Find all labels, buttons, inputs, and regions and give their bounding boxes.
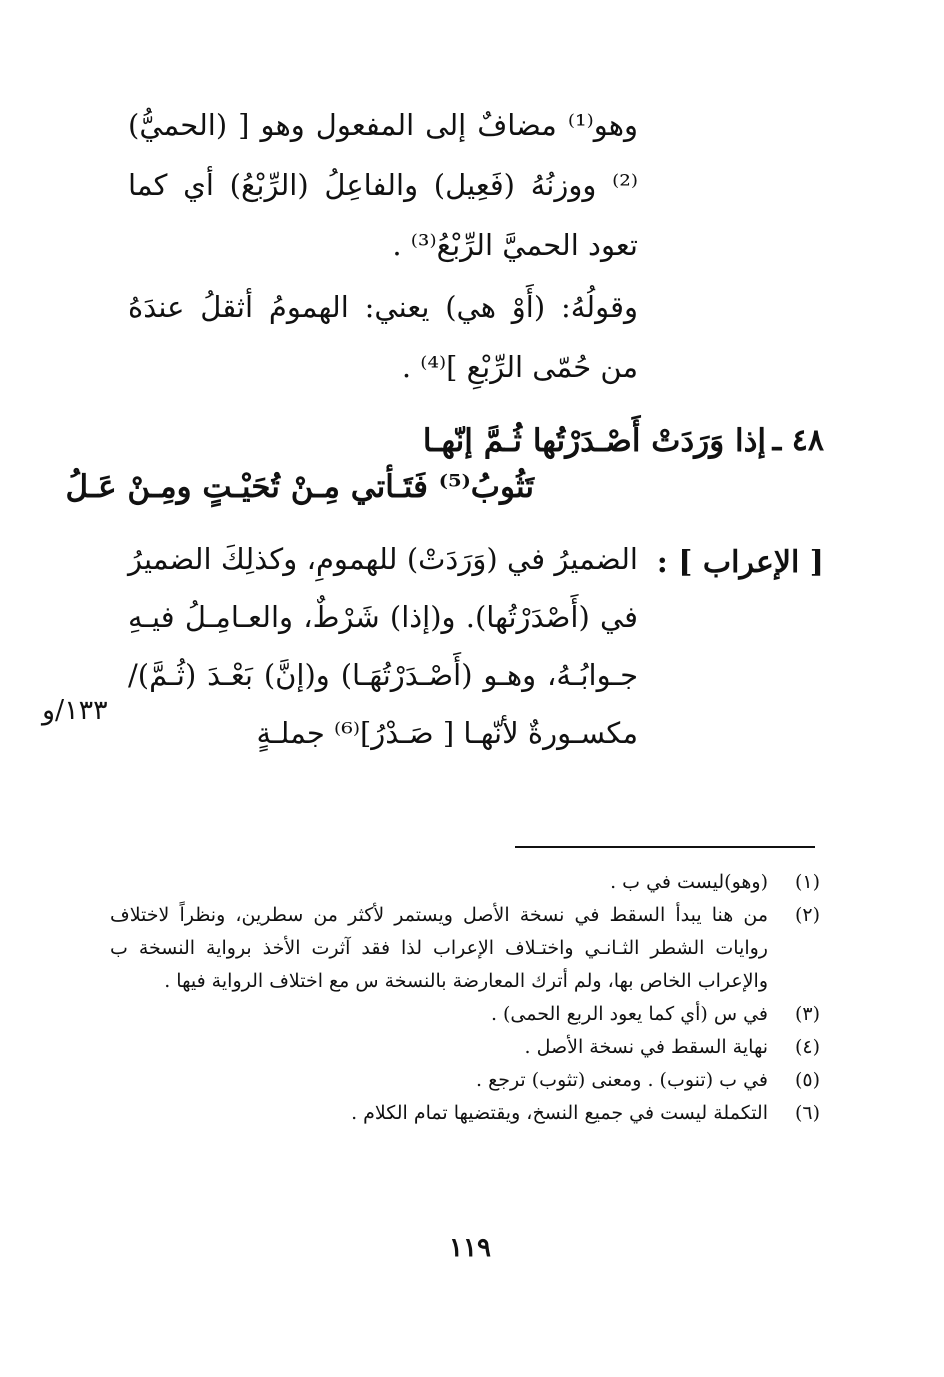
page-number: ١١٩ (449, 1233, 491, 1263)
footnote-separator (515, 846, 815, 848)
irab-heading: [ الإعراب ] : (656, 545, 824, 580)
footnote-5 (110, 1064, 820, 1097)
footnote-text: في س (أي كما يعود الربع الحمى) . (490, 1003, 768, 1025)
footnote-number: (٣) (794, 1003, 820, 1025)
footnote-text: من هنا يبدأ السقط في نسخة الأصل ويستمر لأكثر من سطرين، ونظراً لاختلاف روايات الشطر الثـانـي واختـلاف الإعراب لذا فقد آثرت الأخذ برواية النسخة ب والإعراب الخاص بها، ولم أترك المعارضة بالنسخة س مع اختلاف الرواية فيها . (110, 904, 768, 992)
verse-second-hemistich: تَثُوبُ⁽⁵⁾ فَتَـأتي مِـنْ تُحَيْـتٍ ومِـنْ عَـلُ (65, 469, 534, 505)
footnote-2 (110, 899, 820, 998)
manuscript-folio-marker: ١٣٣/و (42, 695, 108, 726)
footnote-number: (١) (794, 871, 820, 893)
footnote-text: في ب (تنوب) . ومعنى (تثوب) ترجع . (476, 1069, 768, 1091)
footnote-6 (110, 1097, 820, 1130)
footnote-text: (وهو)ليست في ب . (610, 871, 768, 893)
footnote-number: (٢) (794, 904, 820, 926)
footnote-number: (٥) (794, 1069, 820, 1091)
footnote-1 (110, 866, 820, 899)
footnote-number: (٤) (794, 1036, 820, 1058)
footnote-text: نهاية السقط في نسخة الأصل . (524, 1036, 768, 1058)
commentary-paragraph-1: وهو⁽¹⁾ مضافٌ إلى المفعول وهو [ (الحميُّ)⁽²⁾ ووزنُهُ (فَعِيل) والفاعِلُ (الرِّبْعُ) أي كما تعود الحميَّ الرِّبْعُ⁽³⁾ . (128, 108, 638, 262)
footnote-number: (٦) (794, 1102, 820, 1124)
footnote-4 (110, 1031, 820, 1064)
verse-first-hemistich: إذا وَرَدَتْ أَصْـدَرْتُها ثُـمَّ إنّهـا (422, 423, 766, 459)
irab-paragraph: الضميرُ في (وَرَدَتْ) للهمومِ، وكذلِكَ الضميرُ في (أَصْدَرْتُها). و(إذا) شَرْطٌ، والعـامِـلُ فيـهِ جـوابُـهُ، وهـو (أَصْـدَرْتُهَـا) و(إنَّ) بَعْـدَ (ثُـمَّ)/ مكسـورةٌ لأنّهـا [ صَـدْرُ]⁽⁶⁾ جملـةٍ (128, 542, 638, 750)
footnotes (110, 866, 820, 1130)
commentary-paragraph-2: وقولُهُ: (أَوْ هي) يعني: الهمومُ أثقلُ عندَهُ من حُمّى الرِّبْعِ ]⁽⁴⁾ . (128, 290, 638, 384)
footnote-text: التكملة ليست في جميع النسخ، ويقتضيها تمام الكلام . (351, 1102, 768, 1124)
footnote-3 (110, 998, 820, 1031)
verse-number: ٤٨ ـ (772, 423, 824, 458)
